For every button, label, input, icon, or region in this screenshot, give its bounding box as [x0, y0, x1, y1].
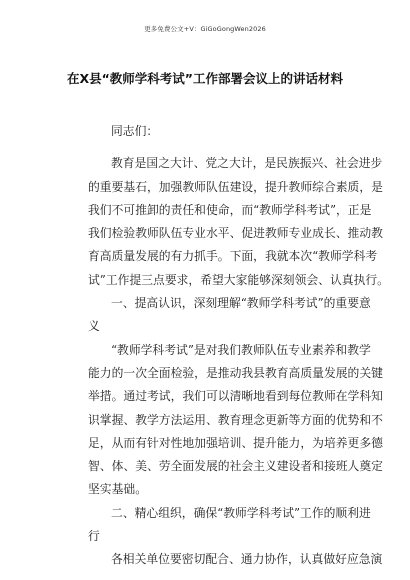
paragraph-gap [88, 143, 350, 152]
text-line: 智、体、美、劳全面发展的社会主义建设者和接班人奠定 [88, 459, 383, 474]
header-note: 更多免费公文+V：GiGoGongWen2026 [144, 25, 266, 33]
text-line: 各相关单位要密切配合、通力协作，认真做好应急演 [111, 552, 383, 567]
text-line: 同志们： [111, 124, 159, 138]
text-line: 教育是国之大计、党之大计，是民族振兴、社会进步 [111, 156, 383, 171]
text-line: 一、提高认识，深刻理解“教师学科考试”的重要意 [111, 296, 371, 311]
text-line: 行 [88, 529, 100, 544]
text-line: “教师学科考试”是对我们教师队伍专业素养和教学 [111, 342, 371, 357]
text-line: 我们检验教师队伍专业水平、促进教师专业成长、推动教 [88, 226, 383, 241]
text-line: 识掌握、教学方法运用、教育理念更新等方面的优势和不 [88, 412, 383, 427]
text-line: 坚实基础。 [88, 482, 147, 497]
text-line: 义 [88, 319, 100, 334]
text-line: 我们不可推卸的责任和使命，而“教师学科考试”，正是 [88, 202, 372, 217]
text-line: 能力的一次全面检验，是推动我县教育高质量发展的关键 [88, 365, 383, 380]
text-line: 二、精心组织，确保“教师学科考试”工作的顺利进 [111, 505, 371, 520]
text-line: 的重要基石，加强教师队伍建设，提升教师综合素质，是 [88, 179, 383, 194]
document-body [88, 120, 389, 572]
text-line: 试”工作提三点要求，希望大家能够深刻领会、认真执行。 [88, 272, 389, 287]
text-line: 举措。通过考试，我们可以清晰地看到每位教师在学科知 [88, 389, 383, 404]
text-line: 育高质量发展的有力抓手。下面，我就本次“教师学科考 [88, 249, 378, 264]
document-title: 在X县“教师学科考试”工作部署会议上的讲话材料 [66, 71, 344, 86]
text-line: 足，从而有针对性地加强培训、提升能力，为培养更多德 [88, 435, 383, 450]
